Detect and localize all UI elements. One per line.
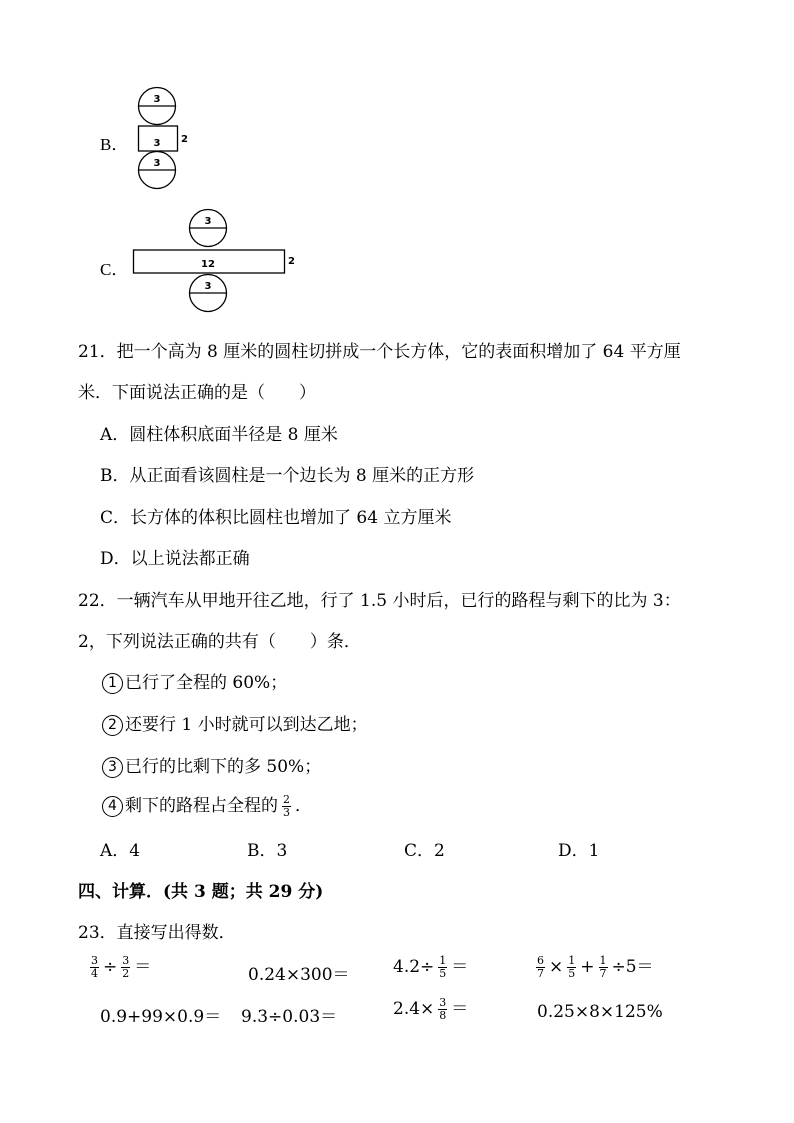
q22-option-b: B．3: [247, 841, 288, 861]
q22-statement-1: [102, 668, 287, 694]
statement-1-text: 已行了全程的 60%；: [125, 673, 288, 693]
expr-7: 2.4× $\frac{3}{8}$ ＝: [393, 996, 469, 1022]
statement-2-text: 还要行 1 小时就可以到达乙地；: [125, 715, 368, 735]
q22-stem-line1: 22．一辆汽车从甲地开往乙地，行了 1.5 小时后，已行的路程与剩下的比为 3：: [78, 591, 681, 611]
b-rect-label: 3: [153, 138, 161, 149]
statement-3-text: 已行的比剩下的多 50%；: [125, 757, 322, 777]
option-b-label: B．: [100, 135, 129, 154]
fraction-two-thirds: $\frac{2}{3}$: [283, 793, 290, 819]
expr-6: 9.3÷0.03＝: [241, 1007, 338, 1027]
q22-statement-4: 4 剩下的路程占全程的 $\frac{2}{3}$ ．: [102, 791, 312, 819]
b-height-label: 2: [181, 134, 188, 145]
q22-option-d: D．1: [558, 841, 600, 861]
q21-option-c: C．长方体的体积比圆柱也增加了 64 立方厘米: [100, 508, 452, 528]
q22-statement-2: [102, 710, 368, 736]
q21-stem-line2: 米．下面说法正确的是（ ）: [78, 383, 316, 403]
expr-3: 4.2÷ $\frac{1}{5}$ ＝: [393, 954, 469, 980]
circled-number-3: 3: [102, 757, 123, 778]
c-rect-label: 12: [201, 259, 215, 270]
q21-option-b: B．从正面看该圆柱是一个边长为 8 厘米的正方形: [100, 466, 475, 486]
b-bottom-label: 3: [153, 158, 161, 169]
expr-1: $\frac{3}{4}$ ÷ $\frac{3}{2}$ ＝: [91, 954, 152, 980]
option-c-label: C．: [100, 260, 129, 279]
b-top-label: 3: [153, 94, 161, 105]
c-top-label: 3: [204, 216, 212, 227]
q22-option-c: C．2: [404, 841, 445, 861]
q23-title: 23．直接写出得数．: [78, 923, 236, 943]
option-b-cylinder-net: [135, 86, 195, 192]
q21-option-a: A．圆柱体积底面半径是 8 厘米: [100, 425, 338, 445]
c-bottom-label: 3: [204, 281, 212, 292]
expr-8: 0.25×8×125%: [537, 1002, 663, 1022]
q21-option-d: D．以上说法都正确: [100, 549, 250, 569]
q22-stem-line2: 2，下列说法正确的共有（ ）条．: [78, 632, 361, 652]
q22-option-a: A．4: [100, 841, 141, 861]
circled-number-1: 1: [102, 673, 123, 694]
q22-statement-3: [102, 752, 321, 778]
circled-number-2: 2: [102, 715, 123, 736]
circled-number-4: 4: [102, 796, 123, 817]
q21-stem-line1: 21．把一个高为 8 厘米的圆柱切拼成一个长方体，它的表面积增加了 64 平方厘: [78, 342, 681, 362]
option-c-cylinder-net: [130, 208, 305, 314]
section-4-title: 四、计算．(共 3 题；共 29 分): [78, 882, 324, 902]
expr-2: 0.24×300＝: [248, 965, 350, 985]
expr-4: $\frac{6}{7}$ × $\frac{1}{5}$ + $\frac{1}{7}$ ÷5＝: [537, 954, 654, 980]
statement-4-text: 剩下的路程占全程的: [125, 796, 278, 816]
expr-5: 0.9+99×0.9＝: [100, 1007, 222, 1027]
c-height-label: 2: [288, 256, 295, 267]
